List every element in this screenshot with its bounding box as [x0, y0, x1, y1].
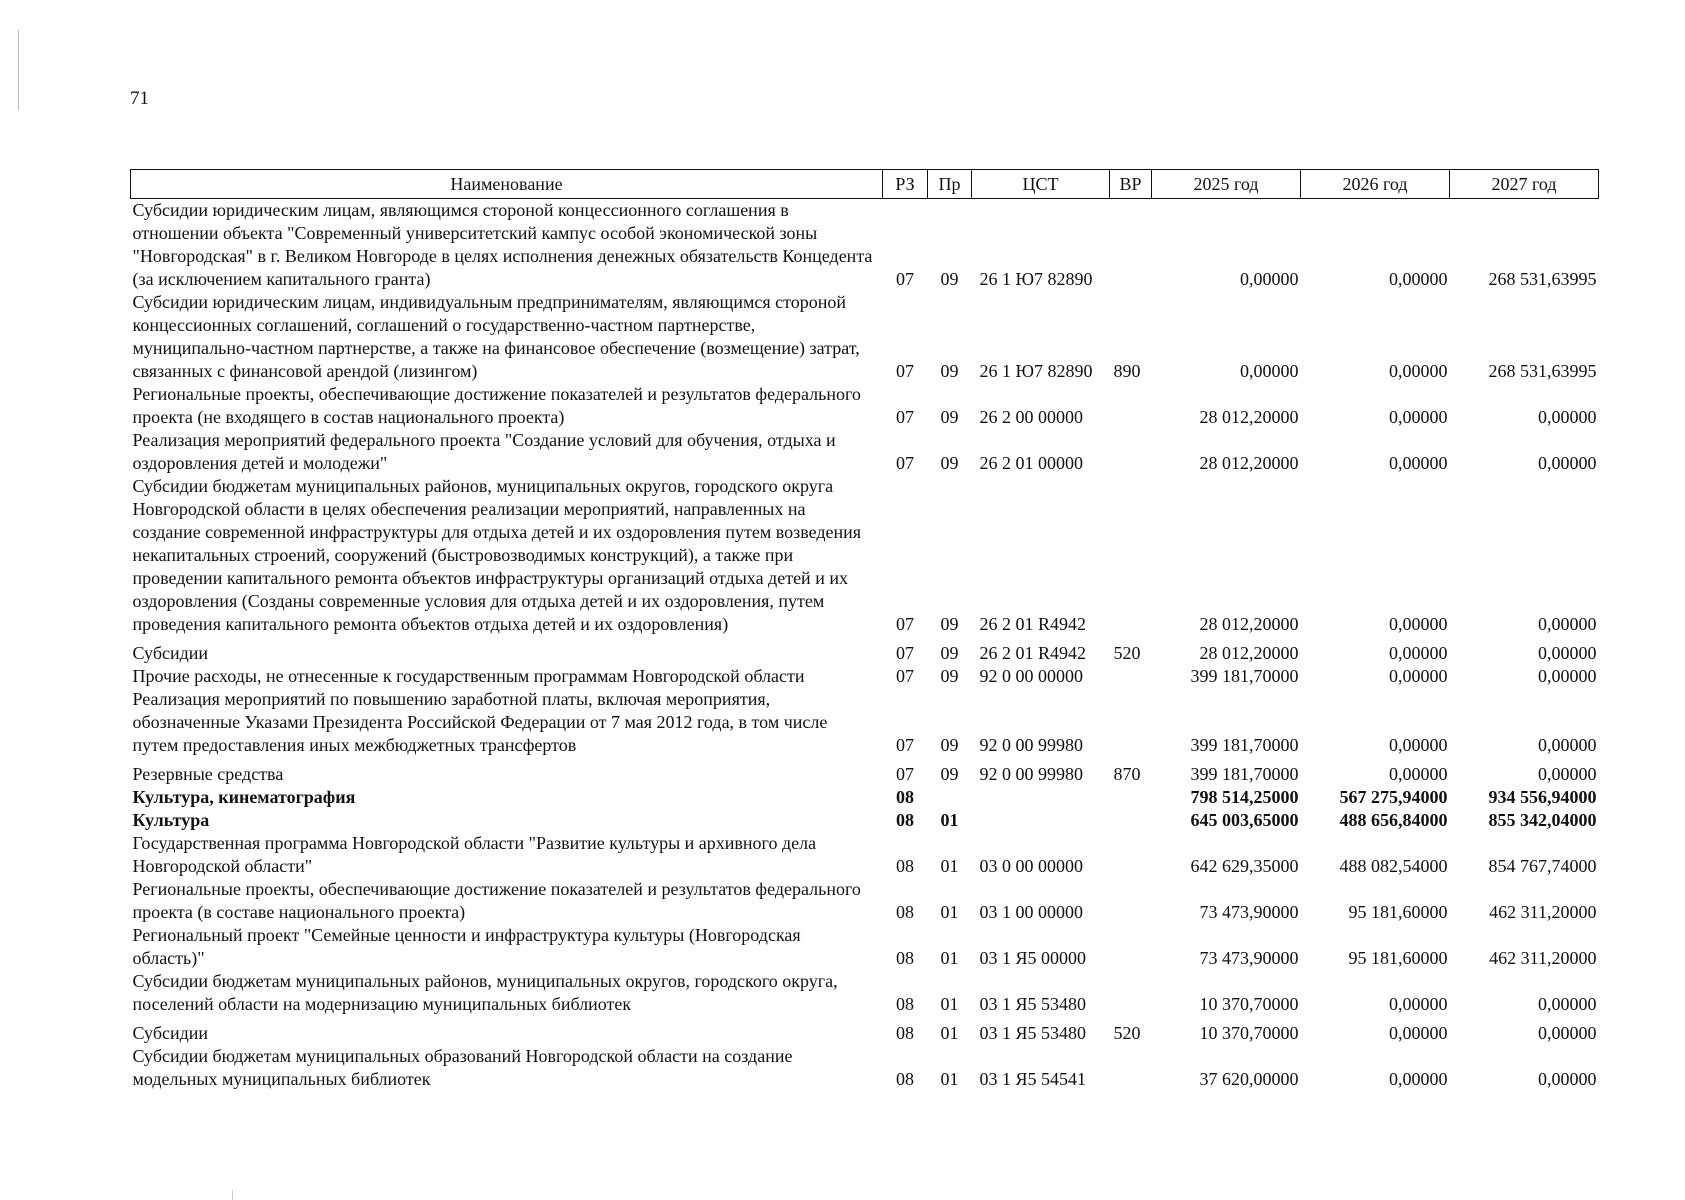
table-row	[131, 1045, 1599, 1091]
row-cst: 92 0 00 00000	[979, 666, 1083, 686]
row-pr: 01	[940, 810, 959, 830]
row-cst	[972, 809, 1110, 832]
row-vr: 890	[1113, 361, 1141, 381]
row-pr: 09	[940, 735, 959, 755]
row-cst: 26 1 Ю7 82890	[979, 269, 1093, 289]
row-pr: 01	[940, 902, 959, 922]
row-name: Субсидии юридическим лицам, индивидуальным предпринимателям, являющимся стороной концессионных соглашений, соглашений о государственно-частном партнерстве, муниципально-частном партнерстве, а также на финансовое обеспечение (возмещение) затрат, связанных с финансовой арендой (лизингом)	[132, 292, 860, 381]
row-rz: 08	[896, 902, 914, 922]
row-pr: 01	[940, 1069, 959, 1089]
row-rz: 07	[896, 643, 914, 663]
row-rz: 08	[896, 856, 914, 876]
row-vr	[1110, 688, 1152, 757]
row-pr: 09	[940, 764, 959, 784]
row-vr	[1110, 665, 1152, 688]
row-pr: 09	[940, 643, 959, 663]
row-2027: 0,00000	[1538, 764, 1597, 784]
row-name: Субсидии	[132, 643, 209, 663]
row-2026: 488 656,84000	[1339, 810, 1448, 830]
row-vr	[1110, 809, 1152, 832]
row-cst: 03 1 Я5 54541	[979, 1069, 1087, 1089]
row-rz: 07	[896, 614, 914, 634]
row-name: Региональные проекты, обеспечивающие достижение показателей и результатов федерального проекта (не входящего в состав национального проекта)	[132, 384, 861, 427]
row-vr	[1110, 199, 1152, 292]
row-vr	[1110, 383, 1152, 429]
row-name: Субсидии юридическим лицам, являющимся стороной концессионного соглашения в отношении объекта "Современный университетский кампус особой экономической зоны "Новгородская" в г. Великом Новгороде в целях исполнения денежных обязательств Концедента (за исключением капитального гранта)	[132, 200, 873, 289]
row-name: Государственная программа Новгородской области "Развитие культуры и архивного дела Новгородской области"	[132, 833, 817, 876]
row-rz: 08	[896, 787, 914, 807]
row-rz: 07	[896, 361, 914, 381]
table-body	[131, 199, 1599, 1092]
row-2025: 28 012,20000	[1199, 643, 1299, 663]
row-2025: 37 620,00000	[1199, 1069, 1299, 1089]
row-2026: 0,00000	[1389, 453, 1448, 473]
row-rz: 08	[896, 1023, 914, 1043]
header-cst: ЦСТ	[972, 170, 1110, 199]
row-2026: 488 082,54000	[1339, 856, 1448, 876]
row-rz: 07	[896, 453, 914, 473]
row-vr	[1110, 878, 1152, 924]
row-2027: 0,00000	[1538, 735, 1597, 755]
row-vr	[1110, 1045, 1152, 1091]
row-2025: 642 629,35000	[1190, 856, 1299, 876]
row-2026: 0,00000	[1389, 994, 1448, 1014]
row-2026: 0,00000	[1389, 666, 1448, 686]
row-cst: 03 1 00 00000	[979, 902, 1083, 922]
row-2026: 0,00000	[1389, 764, 1448, 784]
table-row	[131, 809, 1599, 832]
header-name: Наименование	[131, 170, 883, 199]
scan-margin-mark	[232, 1190, 233, 1200]
table-row	[131, 429, 1599, 475]
row-vr	[1110, 924, 1152, 970]
row-2027: 0,00000	[1538, 643, 1597, 663]
row-pr: 01	[940, 994, 959, 1014]
row-2027: 462 311,20000	[1489, 902, 1597, 922]
row-2027: 0,00000	[1538, 614, 1597, 634]
row-cst: 92 0 00 99980	[979, 735, 1083, 755]
row-2027: 0,00000	[1538, 994, 1597, 1014]
row-2026: 95 181,60000	[1348, 948, 1448, 968]
row-name: Культура	[132, 810, 210, 830]
table-row	[131, 383, 1599, 429]
row-rz: 08	[896, 948, 914, 968]
row-vr: 520	[1113, 643, 1141, 663]
table-row	[131, 757, 1599, 786]
row-cst: 03 1 Я5 00000	[979, 948, 1087, 968]
row-pr: 09	[940, 666, 959, 686]
row-rz: 07	[896, 666, 914, 686]
row-2025: 0,00000	[1240, 269, 1299, 289]
row-2025: 399 181,70000	[1190, 735, 1299, 755]
row-vr	[1110, 832, 1152, 878]
row-pr: 09	[940, 407, 959, 427]
table-row	[131, 970, 1599, 1016]
row-2025: 399 181,70000	[1190, 666, 1299, 686]
row-rz: 07	[896, 407, 914, 427]
table-row	[131, 475, 1599, 636]
row-rz: 07	[896, 269, 914, 289]
row-name: Резервные средства	[132, 764, 284, 784]
header-2026: 2026 год	[1301, 170, 1450, 199]
row-2027: 0,00000	[1538, 1069, 1597, 1089]
row-2027: 0,00000	[1538, 453, 1597, 473]
table-row	[131, 688, 1599, 757]
row-2026: 567 275,94000	[1339, 787, 1448, 807]
table-row	[131, 786, 1599, 809]
row-cst: 26 2 00 00000	[979, 407, 1083, 427]
row-rz: 07	[896, 764, 914, 784]
row-2025: 28 012,20000	[1199, 407, 1299, 427]
row-pr: 09	[940, 361, 959, 381]
row-name: Культура, кинематография	[132, 787, 356, 807]
row-name: Реализация мероприятий федерального проекта "Создание условий для обучения, отдыха и оздоровления детей и молодежи"	[132, 430, 836, 473]
page-number: 71	[130, 88, 149, 109]
row-2025: 798 514,25000	[1190, 787, 1299, 807]
row-2027: 934 556,94000	[1488, 787, 1597, 807]
table-row	[131, 924, 1599, 970]
header-vr: ВР	[1110, 170, 1152, 199]
row-cst: 03 0 00 00000	[979, 856, 1083, 876]
row-pr: 01	[940, 948, 959, 968]
row-2025: 10 370,70000	[1199, 1023, 1299, 1043]
row-cst	[972, 786, 1110, 809]
row-name: Субсидии	[132, 1023, 209, 1043]
row-2027: 0,00000	[1538, 666, 1597, 686]
table-row	[131, 199, 1599, 292]
row-cst: 26 2 01 R4942	[979, 614, 1087, 634]
row-2026: 0,00000	[1389, 735, 1448, 755]
row-cst: 26 2 01 00000	[979, 453, 1083, 473]
table-row	[131, 636, 1599, 665]
row-cst: 92 0 00 99980	[979, 764, 1083, 784]
row-name: Региональные проекты, обеспечивающие достижение показателей и результатов федерального проекта (в составе национального проекта)	[132, 879, 861, 922]
row-cst: 26 1 Ю7 82890	[979, 361, 1093, 381]
header-row	[131, 170, 1599, 199]
row-2025: 28 012,20000	[1199, 453, 1299, 473]
row-cst: 03 1 Я5 53480	[979, 1023, 1087, 1043]
row-pr	[928, 786, 972, 809]
row-2026: 0,00000	[1389, 1069, 1448, 1089]
row-vr	[1110, 429, 1152, 475]
row-name: Субсидии бюджетам муниципальных образований Новгородской области на создание модельных муниципальных библиотек	[132, 1046, 793, 1089]
row-pr: 01	[940, 856, 959, 876]
row-cst: 26 2 01 R4942	[979, 643, 1087, 663]
row-name: Региональный проект "Семейные ценности и инфраструктура культуры (Новгородская область)"	[132, 925, 801, 968]
row-vr	[1110, 475, 1152, 636]
row-pr: 09	[940, 269, 959, 289]
table-row	[131, 878, 1599, 924]
header-2027: 2027 год	[1450, 170, 1599, 199]
header-2025: 2025 год	[1152, 170, 1301, 199]
row-2027: 0,00000	[1538, 1023, 1597, 1043]
table-row	[131, 291, 1599, 383]
row-2027: 462 311,20000	[1489, 948, 1597, 968]
row-2027: 855 342,04000	[1488, 810, 1597, 830]
row-2026: 0,00000	[1389, 269, 1448, 289]
row-rz: 08	[896, 810, 914, 830]
header-rz: РЗ	[883, 170, 928, 199]
row-2027: 268 531,63995	[1488, 361, 1597, 381]
table-row	[131, 832, 1599, 878]
scan-margin-mark	[18, 30, 19, 110]
row-2026: 0,00000	[1389, 361, 1448, 381]
row-vr: 870	[1113, 764, 1141, 784]
row-name: Субсидии бюджетам муниципальных районов, муниципальных округов, городского округа Новгородской области в целях обеспечения реализации мероприятий, направленных на создание современной инфраструктуры для отдыха детей и их оздоровления путем возведения некапитальных строений, сооружений (быстровозводимых конструкций), а также при проведении капитального ремонта объектов инфраструктуры организаций отдыха детей и их оздоровления (Созданы современные условия для отдыха детей и их оздоровления, путем проведения капитального ремонта объектов отдыха детей и их оздоровления)	[132, 476, 862, 634]
row-vr	[1110, 786, 1152, 809]
row-2025: 73 473,90000	[1199, 948, 1299, 968]
row-pr: 01	[940, 1023, 959, 1043]
header-pr: Пр	[928, 170, 972, 199]
row-2027: 854 767,74000	[1488, 856, 1597, 876]
row-2026: 0,00000	[1389, 407, 1448, 427]
row-name: Реализация мероприятий по повышению заработной платы, включая мероприятия, обозначенные Указами Президента Российской Федерации от 7 мая 2012 года, в том числе путем предоставления иных межбюджетных трансфертов	[132, 689, 828, 755]
row-2025: 0,00000	[1240, 361, 1299, 381]
row-rz: 08	[896, 1069, 914, 1089]
row-vr: 520	[1113, 1023, 1141, 1043]
row-rz: 07	[896, 735, 914, 755]
row-vr	[1110, 970, 1152, 1016]
row-2025: 399 181,70000	[1190, 764, 1299, 784]
row-2027: 268 531,63995	[1488, 269, 1597, 289]
row-2027: 0,00000	[1538, 407, 1597, 427]
table-row	[131, 665, 1599, 688]
row-2025: 73 473,90000	[1199, 902, 1299, 922]
row-cst: 03 1 Я5 53480	[979, 994, 1087, 1014]
row-pr: 09	[940, 614, 959, 634]
row-2026: 0,00000	[1389, 614, 1448, 634]
row-name: Субсидии бюджетам муниципальных районов, муниципальных округов, городского округа, поселений области на модернизацию муниципальных библиотек	[132, 971, 838, 1014]
row-2025: 10 370,70000	[1199, 994, 1299, 1014]
row-2026: 0,00000	[1389, 1023, 1448, 1043]
row-name: Прочие расходы, не отнесенные к государственным программам Новгородской области	[132, 666, 805, 686]
row-rz: 08	[896, 994, 914, 1014]
budget-table	[130, 169, 1599, 1091]
row-2025: 645 003,65000	[1190, 810, 1299, 830]
row-pr: 09	[940, 453, 959, 473]
table-row	[131, 1016, 1599, 1045]
row-2026: 0,00000	[1389, 643, 1448, 663]
row-2026: 95 181,60000	[1348, 902, 1448, 922]
row-2025: 28 012,20000	[1199, 614, 1299, 634]
